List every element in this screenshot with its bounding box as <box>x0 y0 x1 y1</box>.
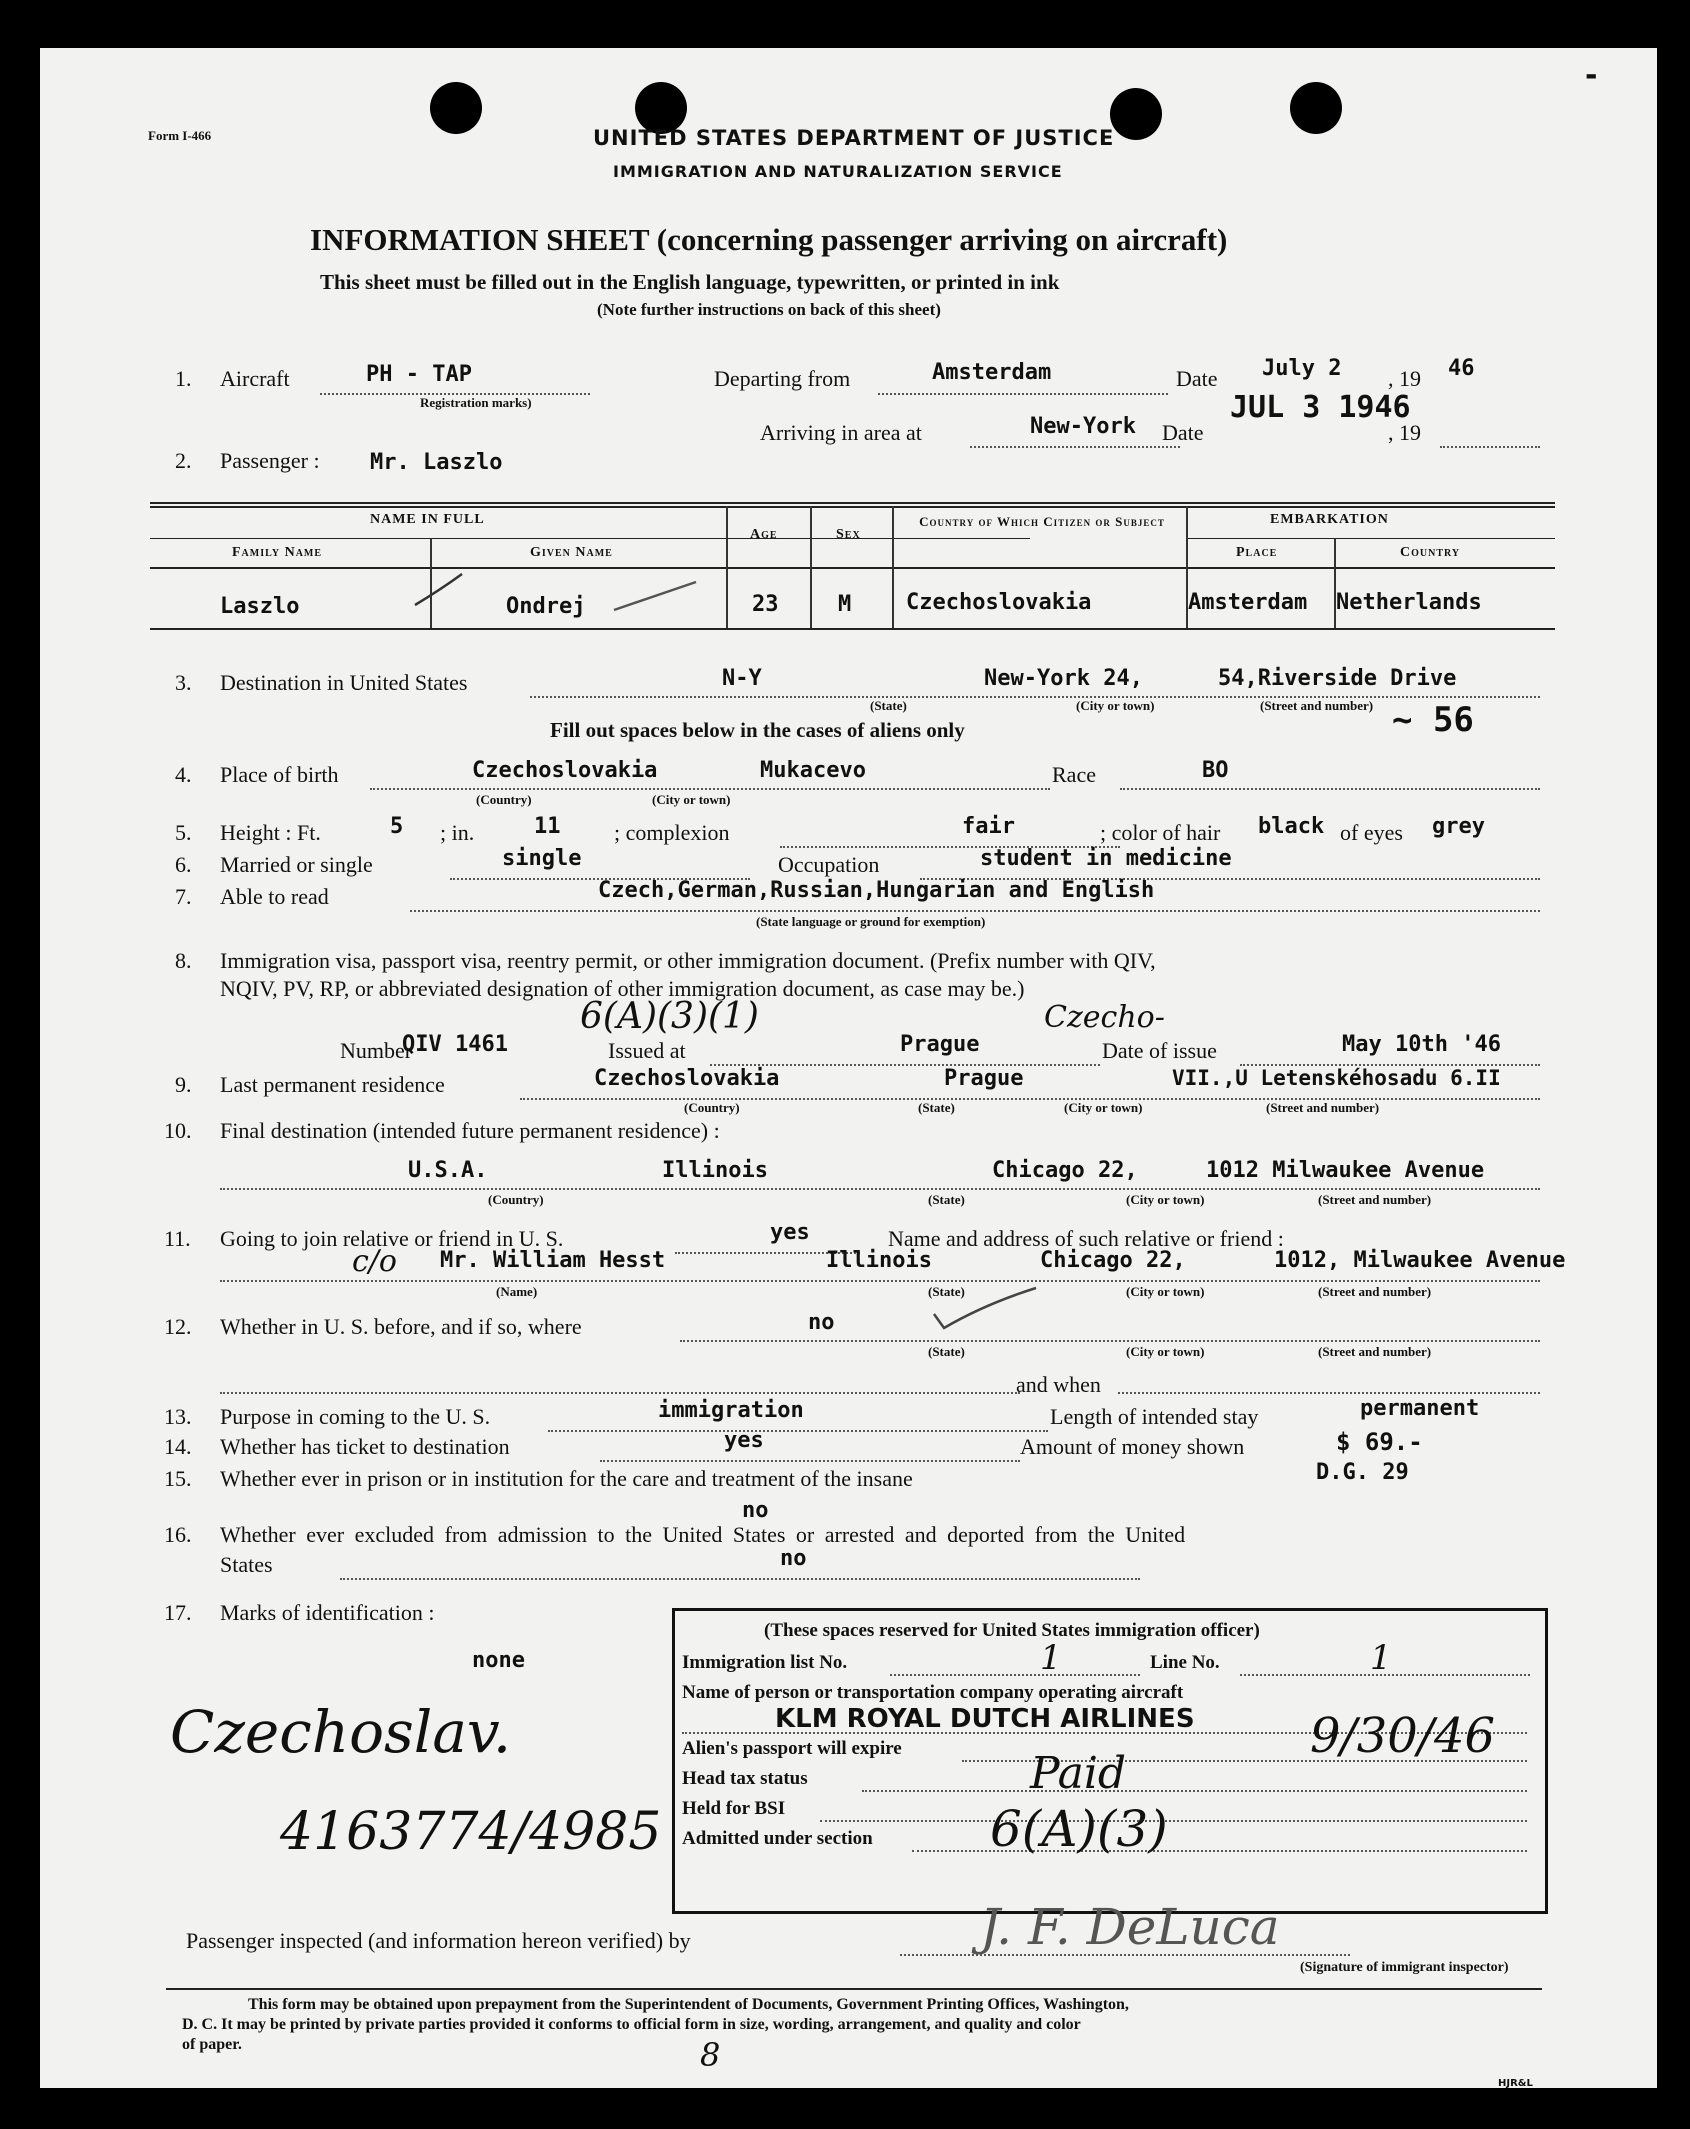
item-number: 2. <box>175 448 192 473</box>
handwritten-file-number: 4163774/4985 <box>280 1802 662 1862</box>
punch-hole <box>430 82 482 134</box>
final-country: U.S.A. <box>408 1158 488 1183</box>
final-street: 1012 Milwaukee Avenue <box>1206 1158 1485 1183</box>
table-header-age: Age <box>750 527 778 542</box>
relative-name: Mr. William Hesst <box>440 1248 666 1273</box>
final-city: Chicago 22, <box>992 1158 1138 1183</box>
printer-mark: HJR&L <box>1498 2078 1533 2089</box>
caption-city: (City or town) <box>1076 698 1155 713</box>
ticket-label: Whether has ticket to destination <box>220 1434 510 1459</box>
caption-street: (Street and number) <box>1318 1192 1432 1207</box>
prison-side-value: D.G. 29 <box>1316 1460 1409 1485</box>
line-no-value: 1 <box>1370 1638 1392 1678</box>
height-ft-value: 5 <box>390 814 404 839</box>
ticket-value: yes <box>724 1428 764 1453</box>
handwritten-nationality: Czechoslav. <box>170 1698 512 1766</box>
race-value: BO <box>1202 758 1229 783</box>
caption-state: (State) <box>928 1192 965 1207</box>
visa-number-value: QIV 1461 <box>402 1032 508 1057</box>
relative-city: Chicago 22, <box>1040 1248 1186 1273</box>
relative-street: 1012, Milwaukee Avenue <box>1274 1248 1566 1273</box>
list-no-label: Immigration list No. <box>682 1652 848 1673</box>
caption-city: (City or town) <box>1126 1192 1205 1207</box>
join-relative-value: yes <box>770 1220 810 1245</box>
height-in-label: ; in. <box>440 820 475 845</box>
caption-street: (Street and number) <box>1260 698 1374 713</box>
passport-expire-value: 9/30/46 <box>1310 1708 1496 1764</box>
marital-label: Married or single <box>220 852 373 877</box>
hair-value: black <box>1258 814 1325 839</box>
read-value: Czech,German,Russian,Hungarian and English <box>598 878 1155 903</box>
table-cell-age: 23 <box>752 592 779 617</box>
date-label: Date <box>1176 366 1218 391</box>
excluded-label: Whether ever excluded from admission to the United States or arrested and deported from the United <box>220 1522 1186 1547</box>
arriving-label: Arriving in area at <box>760 420 922 445</box>
caption-country: (Country) <box>476 792 532 807</box>
caption-state: (State) <box>928 1344 965 1359</box>
and-when-label: and when <box>1016 1372 1101 1397</box>
final-destination-label: Final destination (intended future permanent residence) : <box>220 1118 720 1143</box>
caption-city: (City or town) <box>1126 1344 1205 1359</box>
arrival-date-stamp: JUL 3 1946 <box>1230 390 1411 425</box>
officer-box-title: (These spaces reserved for United States immigration officer) <box>764 1620 1260 1641</box>
item-number: 6. <box>175 852 192 877</box>
identification-label: Marks of identification : <box>220 1600 435 1625</box>
eyes-label: of eyes <box>1340 820 1403 845</box>
item-number: 14. <box>164 1434 192 1459</box>
item-number: 5. <box>175 820 192 845</box>
destination-state: N-Y <box>722 666 762 691</box>
caption-name: (Name) <box>496 1284 538 1299</box>
read-caption: (State language or ground for exemption) <box>756 914 986 929</box>
punch-hole <box>1110 88 1162 140</box>
signature-caption: (Signature of immigrant inspector) <box>1300 1960 1509 1975</box>
footer-hand-mark: 8 <box>700 2036 721 2074</box>
service-heading: IMMIGRATION AND NATURALIZATION SERVICE <box>613 162 1063 181</box>
table-cell-sex: M <box>838 592 852 617</box>
item-number: 13. <box>164 1404 192 1429</box>
inspector-signature: J. F. DeLuca <box>980 1898 1280 1956</box>
caption-street: (Street and number) <box>1318 1344 1432 1359</box>
document-sheet <box>40 48 1657 2088</box>
registration-caption: Registration marks) <box>420 395 532 410</box>
excluded-label-2: States <box>220 1552 273 1577</box>
item-number: 7. <box>175 884 192 909</box>
table-header-sex: Sex <box>836 527 861 542</box>
eyes-value: grey <box>1432 814 1485 839</box>
caption-country: (Country) <box>684 1100 740 1115</box>
table-header-country-citizen: Country of Which Citizen or Subject <box>919 514 1165 529</box>
caption-street: (Street and number) <box>1318 1284 1432 1299</box>
passenger-value: Mr. Laszlo <box>370 450 503 475</box>
item-number: 17. <box>164 1600 192 1625</box>
caption-state: (State) <box>928 1284 965 1299</box>
occupation-label: Occupation <box>778 852 880 877</box>
residence-label: Last permanent residence <box>220 1072 445 1097</box>
item-number: 9. <box>175 1072 192 1097</box>
residence-state: Prague <box>944 1066 1024 1091</box>
residence-country: Czechoslovakia <box>594 1066 780 1091</box>
stay-label: Length of intended stay <box>1050 1404 1259 1429</box>
footer-line2: D. C. It may be printed by private parties provided it conforms to official form in size, wording, arrangement, and quality and color <box>182 2016 1081 2033</box>
join-relative-label: Going to join relative or friend in U. S. <box>220 1226 564 1251</box>
item-number: 12. <box>164 1314 192 1339</box>
caption-city: (City or town) <box>1064 1100 1143 1115</box>
item-number: 8. <box>175 948 192 973</box>
aircraft-label: Aircraft <box>220 366 290 391</box>
departing-label: Departing from <box>714 366 851 391</box>
birth-city: Mukacevo <box>760 758 866 783</box>
occupation-value: student in medicine <box>980 846 1232 871</box>
date-value: July 2 <box>1262 356 1342 381</box>
item-number: 4. <box>175 762 192 787</box>
identification-value: none <box>472 1648 525 1673</box>
final-state: Illinois <box>662 1158 768 1183</box>
table-cell-citizen: Czechoslovakia <box>906 590 1092 615</box>
item-number: 3. <box>175 670 192 695</box>
item-number: 1. <box>175 366 192 391</box>
year-value: 46 <box>1448 356 1475 381</box>
item-number: 16. <box>164 1522 192 1547</box>
bsi-label: Held for BSI <box>682 1798 786 1819</box>
departing-value: Amsterdam <box>932 360 1052 385</box>
admitted-section-value: 6(A)(3) <box>990 1800 1168 1858</box>
destination-label: Destination in United States <box>220 670 468 695</box>
item-number: 15. <box>164 1466 192 1491</box>
stay-value: permanent <box>1360 1396 1480 1421</box>
birth-label: Place of birth <box>220 762 339 787</box>
destination-street: 54,Riverside Drive <box>1218 666 1457 691</box>
caption-country: (Country) <box>488 1192 544 1207</box>
head-tax-label: Head tax status <box>682 1768 808 1789</box>
prior-visit-value: no <box>808 1310 835 1335</box>
form-number: Form I-466 <box>148 128 212 143</box>
complexion-label: ; complexion <box>614 820 730 845</box>
purpose-label: Purpose in coming to the U. S. <box>220 1404 491 1429</box>
passenger-label: Passenger : <box>220 448 320 473</box>
visa-number-label: Number <box>340 1038 413 1063</box>
read-label: Able to read <box>220 884 329 909</box>
date2-label: Date <box>1162 420 1204 445</box>
visa-text-line1: Immigration visa, passport visa, reentry permit, or other immigration document. (Prefix number with QIV, <box>220 948 1156 973</box>
admitted-section-label: Admitted under section <box>682 1828 873 1849</box>
relative-address-label: Name and address of such relative or friend : <box>888 1226 1284 1251</box>
item-number: 10. <box>164 1118 192 1143</box>
money-value: $ 69.- <box>1336 1428 1423 1456</box>
relative-care-of: c/o <box>352 1244 397 1279</box>
excluded-value: no <box>780 1546 807 1571</box>
hair-label: ; color of hair <box>1100 820 1221 845</box>
prison-value: no <box>742 1498 769 1523</box>
table-header-name-in-full: NAME IN FULL <box>370 512 485 527</box>
caption-state: (State) <box>918 1100 955 1115</box>
item-number: 11. <box>164 1226 191 1251</box>
punch-hole <box>1290 82 1342 134</box>
inspected-label: Passenger inspected (and information hereon verified) by <box>186 1928 691 1953</box>
table-header-place: Place <box>1236 545 1278 560</box>
race-label: Race <box>1052 762 1096 787</box>
table-header-country: Country <box>1400 545 1461 560</box>
table-cell-given-name: Ondrej <box>506 594 586 619</box>
destination-city: New-York 24, <box>984 666 1143 691</box>
head-tax-value: Paid <box>1030 1748 1127 1799</box>
table-cell-place: Amsterdam <box>1188 590 1308 615</box>
table-header-given-name: Given Name <box>530 545 613 560</box>
aircraft-value: PH - TAP <box>366 362 472 387</box>
issued-value: Prague <box>900 1032 980 1057</box>
department-heading: UNITED STATES DEPARTMENT OF JUSTICE <box>593 126 1115 150</box>
caption-city: (City or town) <box>1126 1284 1205 1299</box>
table-header-family-name: Family Name <box>232 545 323 560</box>
check-mark-icon <box>610 576 700 616</box>
passport-expire-label: Alien's passport will expire <box>682 1738 902 1759</box>
operator-value: KLM ROYAL DUTCH AIRLINES <box>775 1704 1195 1734</box>
visa-hand-annotation: 6(A)(3)(1) <box>580 996 759 1037</box>
year2-prefix: , 19 <box>1388 420 1421 445</box>
check-mark-icon <box>930 1284 1040 1334</box>
visa-hand-annotation-2: Czecho- <box>1044 1000 1165 1035</box>
purpose-value: immigration <box>658 1398 804 1423</box>
line-no-label: Line No. <box>1150 1652 1220 1673</box>
form-note: (Note further instructions on back of this sheet) <box>597 300 941 319</box>
prison-label: Whether ever in prison or in institution for the care and treatment of the insane <box>220 1466 913 1491</box>
table-cell-country: Netherlands <box>1336 590 1482 615</box>
operator-label: Name of person or transportation company operating aircraft <box>682 1682 1184 1703</box>
height-ft-label: Height : Ft. <box>220 820 321 845</box>
height-in-value: 11 <box>534 814 561 839</box>
residence-street: VII.,U Letenskéhosadu 6.II <box>1172 1066 1501 1090</box>
list-no-value: 1 <box>1040 1638 1062 1678</box>
year-prefix: , 19 <box>1388 366 1421 391</box>
issued-label: Issued at <box>608 1038 686 1063</box>
prior-visit-label: Whether in U. S. before, and if so, where <box>220 1314 582 1339</box>
arriving-value: New-York <box>1030 414 1136 439</box>
relative-state: Illinois <box>826 1248 932 1273</box>
issue-date-label: Date of issue <box>1102 1038 1217 1063</box>
marital-value: single <box>502 846 582 871</box>
corner-mark: - <box>1585 58 1598 93</box>
aliens-only-heading: Fill out spaces below in the cases of aliens only <box>550 718 965 742</box>
footer-line3: of paper. <box>182 2036 242 2053</box>
form-title: INFORMATION SHEET (concerning passenger arriving on aircraft) <box>310 222 1228 257</box>
table-cell-family-name: Laszlo <box>220 594 300 619</box>
caption-city: (City or town) <box>652 792 731 807</box>
form-subtitle: This sheet must be filled out in the English language, typewritten, or printed in ink <box>320 270 1060 294</box>
table-header-embarkation: EMBARKATION <box>1270 512 1389 527</box>
caption-state: (State) <box>870 698 907 713</box>
footer-line1: This form may be obtained upon prepayment from the Superintendent of Documents, Government Printing Offices, Washington, <box>248 1996 1129 2013</box>
check-mark-icon <box>410 570 470 610</box>
complexion-value: fair <box>962 814 1015 839</box>
caption-street: (Street and number) <box>1266 1100 1380 1115</box>
money-label: Amount of money shown <box>1020 1434 1245 1459</box>
issue-date-value: May 10th '46 <box>1342 1032 1501 1057</box>
birth-country: Czechoslovakia <box>472 758 658 783</box>
destination-side-note: ~ 56 <box>1392 700 1474 740</box>
visa-text-line2: NQIV, PV, RP, or abbreviated designation of other immigration document, as case may be.) <box>220 976 1025 1001</box>
